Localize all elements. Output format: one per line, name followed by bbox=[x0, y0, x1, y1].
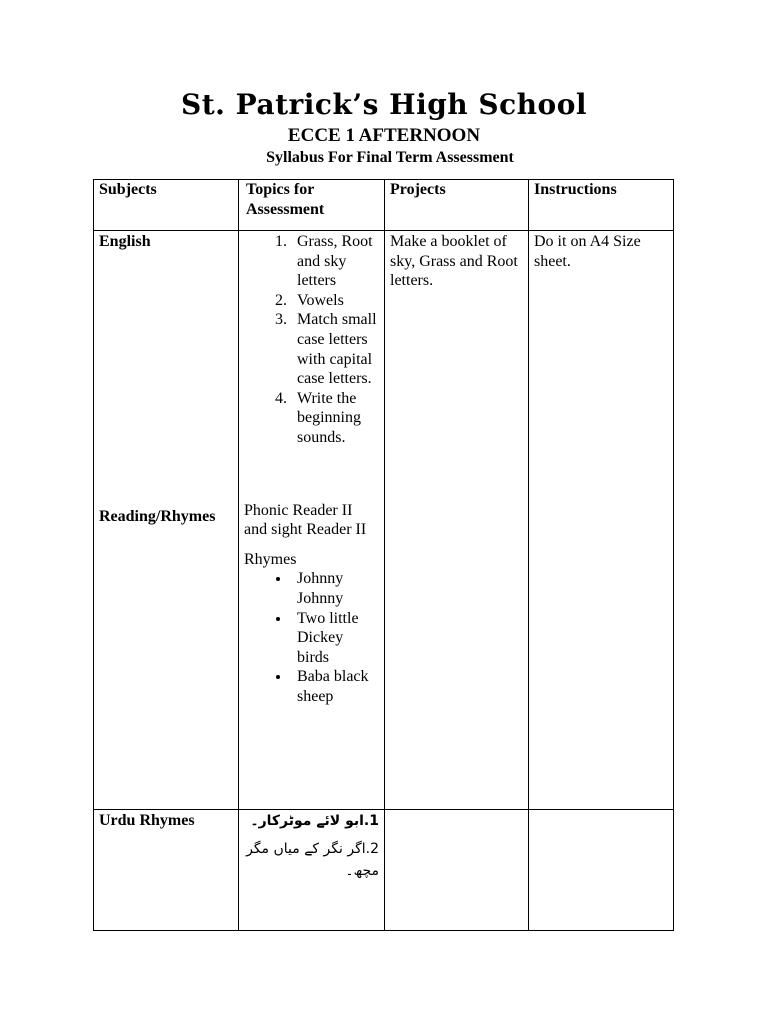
syllabus-heading: Syllabus For Final Term Assessment bbox=[266, 149, 514, 166]
table-row-urdu bbox=[94, 810, 674, 931]
list-item: 4. Write the beginning sounds. bbox=[291, 389, 379, 448]
list-item: • Johnny Johnny bbox=[291, 569, 379, 608]
table-header-row bbox=[94, 180, 674, 231]
urdu-topics-cell bbox=[239, 810, 385, 931]
rhymes-list bbox=[244, 569, 379, 706]
header-projects: Projects bbox=[385, 180, 529, 231]
instructions-cell bbox=[529, 231, 674, 810]
urdu-rhyme-2: 2.اگر نگر کے میاں مگر مچھ۔ bbox=[246, 841, 379, 879]
subjects-cell bbox=[94, 810, 239, 931]
subject-english: English bbox=[99, 233, 151, 250]
topics-cell bbox=[239, 231, 385, 810]
subject-urdu: Urdu Rhymes bbox=[99, 812, 195, 829]
projects-cell bbox=[385, 810, 529, 931]
table-row-english-reading bbox=[94, 231, 674, 810]
list-item: 2. Vowels bbox=[291, 291, 379, 311]
urdu-rhyme-1: 1.ابو لائے موٹرکار۔ bbox=[250, 813, 379, 829]
reading-books: Phonic Reader II and sight Reader II bbox=[244, 501, 367, 539]
header-subjects: Subjects bbox=[94, 180, 239, 231]
list-item: 1. Grass, Root and sky letters bbox=[291, 232, 379, 291]
instructions-cell bbox=[529, 810, 674, 931]
header-instructions: Instructions bbox=[529, 180, 674, 231]
english-topics-list bbox=[244, 232, 379, 448]
list-item: • Two little Dickey birds bbox=[291, 609, 379, 668]
list-item: • Baba black sheep bbox=[291, 667, 379, 706]
subjects-cell bbox=[94, 231, 239, 810]
syllabus-table bbox=[93, 179, 674, 931]
english-instruction: Do it on A4 Size sheet. bbox=[534, 233, 641, 270]
rhymes-label: Rhymes bbox=[244, 550, 297, 568]
class-title: ECCE 1 AFTERNOON bbox=[287, 125, 481, 146]
header-topics: Topics for Assessment bbox=[239, 180, 385, 231]
school-title: St. Patrick’s High School bbox=[180, 88, 588, 121]
subject-reading: Reading/Rhymes bbox=[99, 507, 216, 525]
english-project: Make a booklet of sky, Grass and Root letters. bbox=[390, 233, 518, 290]
projects-cell bbox=[385, 231, 529, 810]
list-item: 3. Match small case letters with capital case letters. bbox=[291, 310, 379, 388]
